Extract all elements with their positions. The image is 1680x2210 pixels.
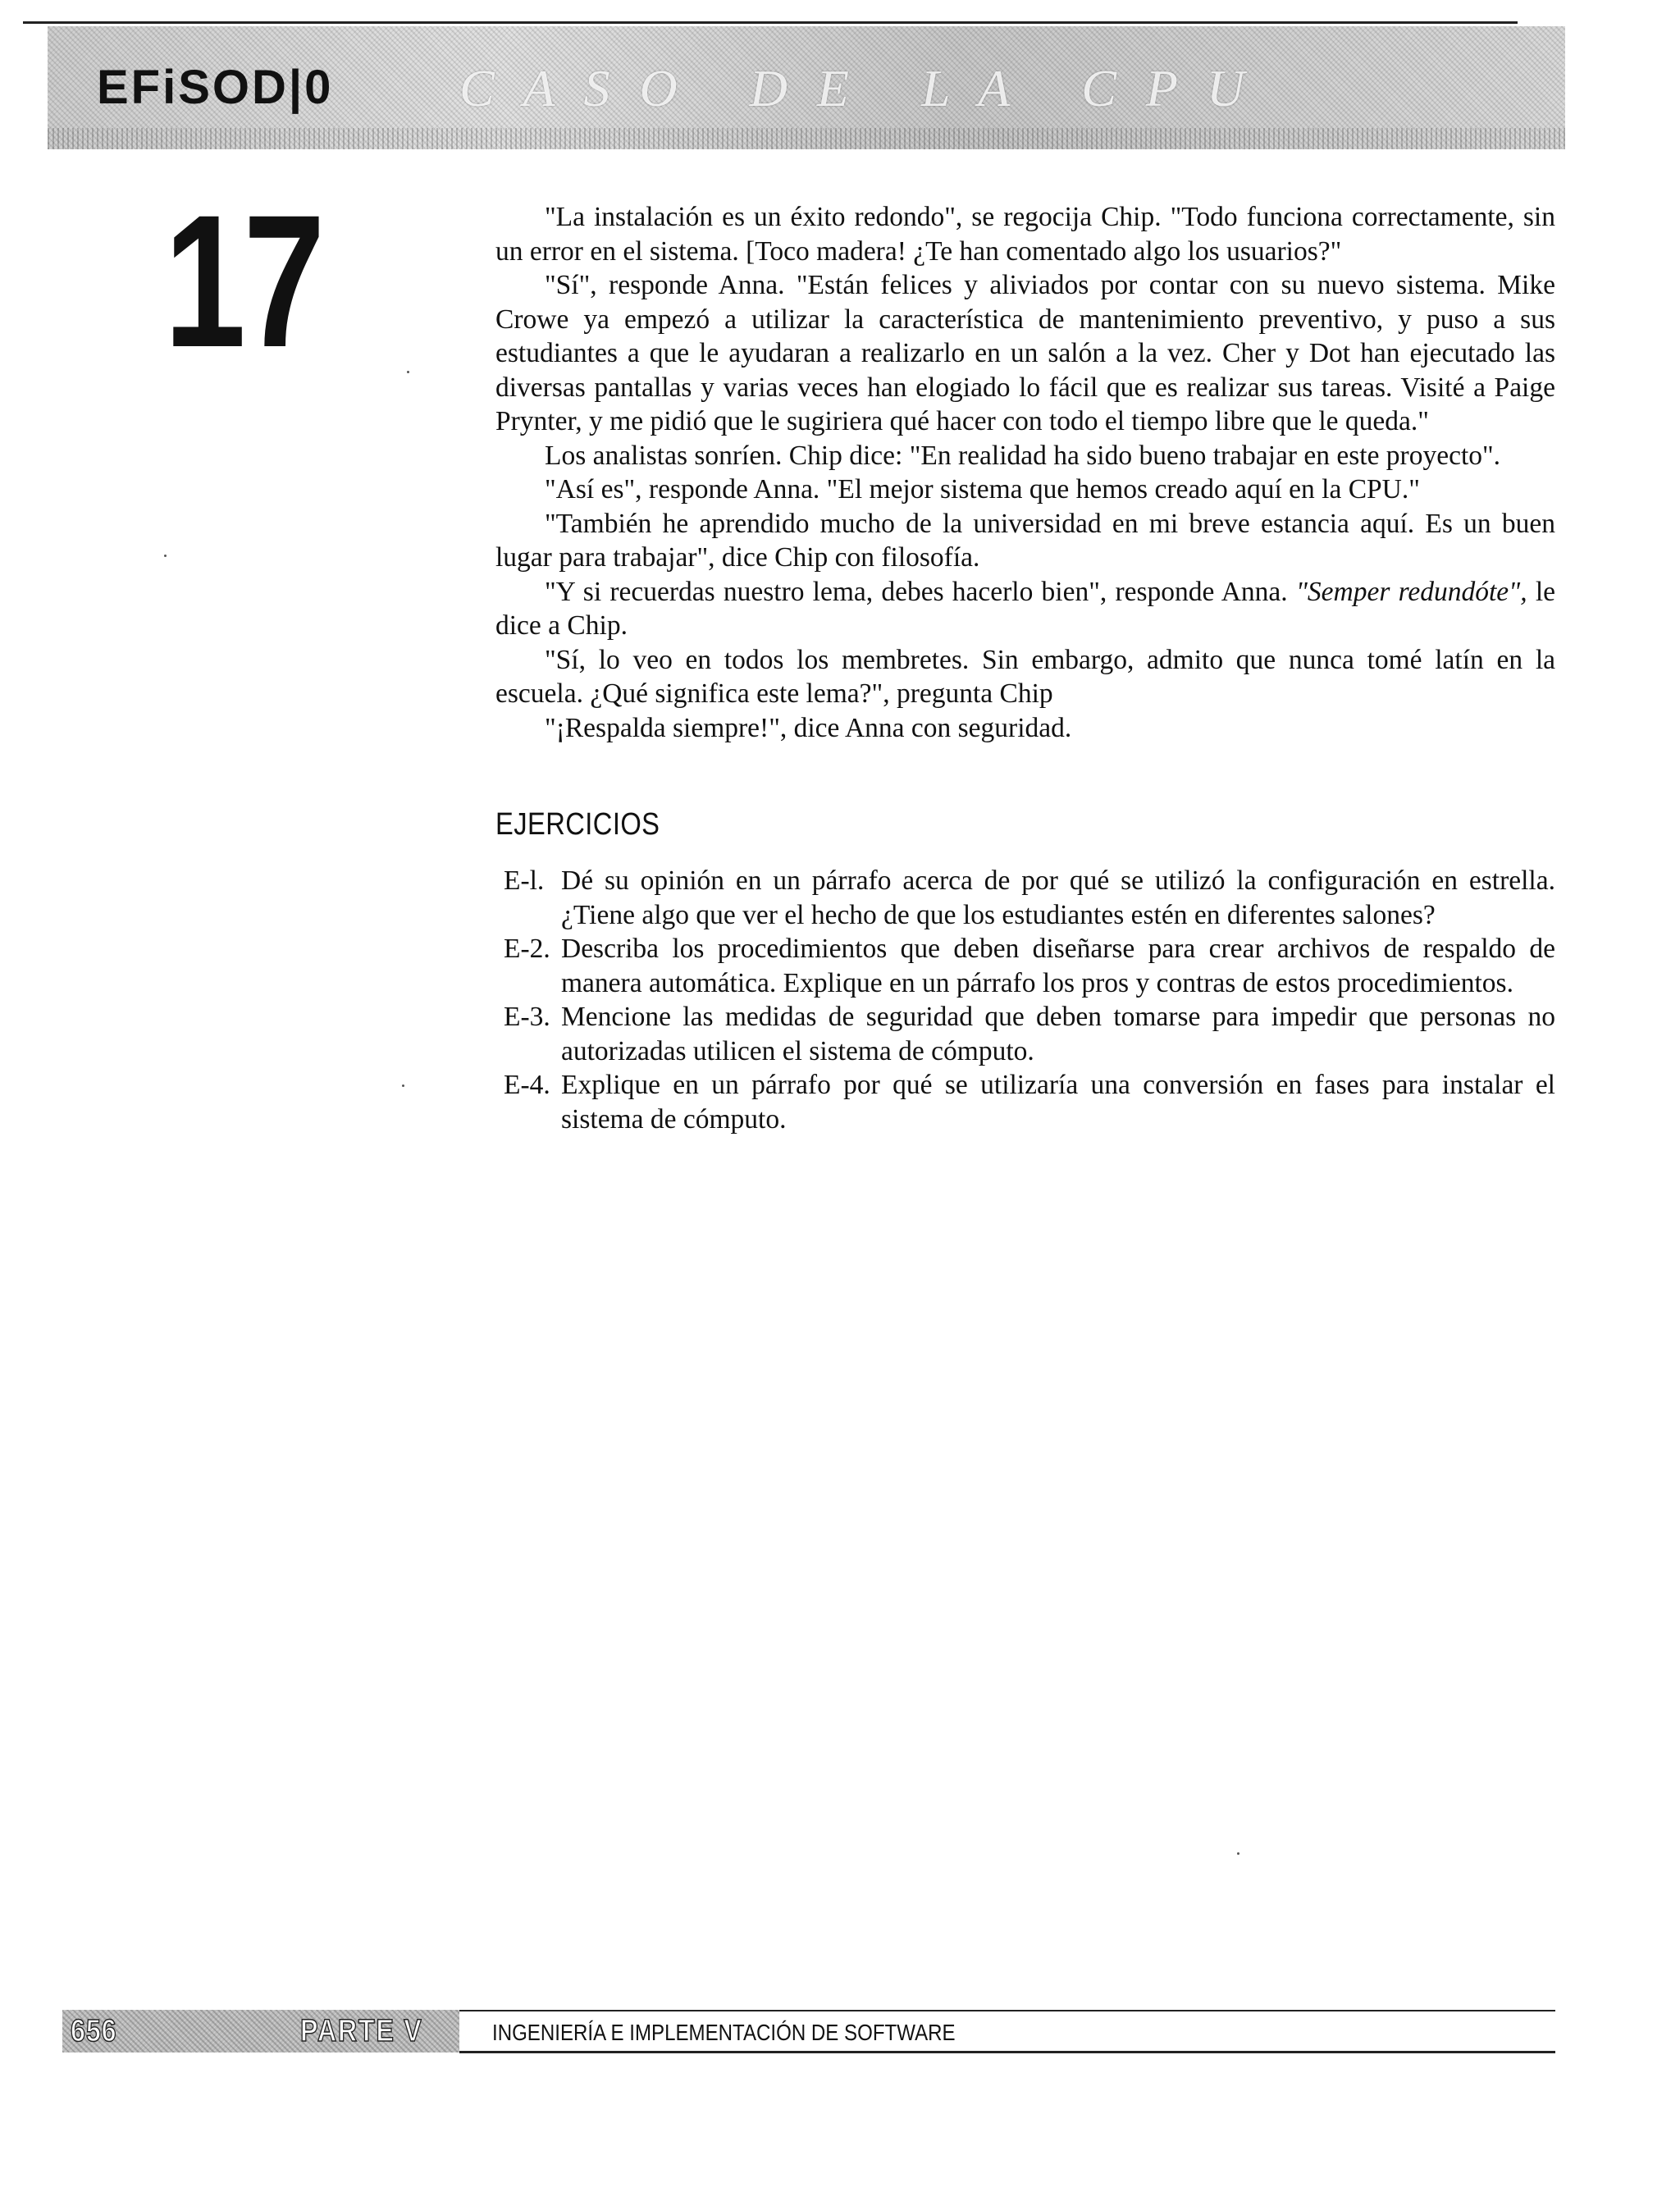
story-paragraph: "¡Respalda siempre!", dice Anna con seguridad.	[545, 712, 1072, 743]
exercise-item	[504, 864, 1555, 932]
header-right-rule	[1281, 21, 1501, 24]
exercise-list	[504, 864, 1555, 1136]
exercises-heading: EJERCICIOS	[495, 807, 660, 842]
exercise-text: Explique en un párrafo por qué se utilizaría una conversión en fases para instalar el sistema de cómputo.	[561, 1070, 1555, 1135]
exercise-item	[504, 932, 1555, 1000]
running-title: INGENIERÍA E IMPLEMENTACIÓN DE SOFTWARE	[492, 2020, 956, 2045]
exercise-number: E-4.	[504, 1070, 550, 1100]
story-text-run: le dice a Chip.	[495, 576, 1555, 641]
episode-ghost-title: C A S O D E L A C P U	[459, 59, 1253, 117]
chapter-number: 17	[164, 176, 323, 386]
footer-rule-top	[459, 2010, 1555, 2011]
story-text-run: "Y si recuerdas nuestro lema, debes hacerlo bien", responde Anna.	[545, 576, 1296, 607]
exercise-text: Mencione las medidas de seguridad que deben tomarse para impedir que personas no autorizadas utilicen el sistema de cómputo.	[561, 1002, 1555, 1066]
story-paragraph: "Así es", responde Anna. "El mejor sistema que hemos creado aquí en la CPU."	[545, 474, 1420, 505]
exercise-item	[504, 1068, 1555, 1136]
exercise-text: Dé su opinión en un párrafo acerca de por qué se utilizó la configuración en estrella. ¿Tiene algo que ver el hecho de que los estudiantes estén en diferentes salones?	[561, 865, 1555, 930]
scan-speck	[402, 1084, 404, 1087]
story-paragraph: "Sí, lo veo en todos los membretes. Sin embargo, admito que nunca tomé latín en la escuela. ¿Qué significa este lema?", pregunta Chip	[495, 644, 1555, 709]
motto-italic: "Semper redundóte",	[1295, 576, 1527, 607]
exercise-number: E-3.	[504, 1002, 550, 1032]
story-paragraph	[495, 575, 1555, 643]
story-paragraph: "También he aprendido mucho de la universidad en mi breve estancia aquí. Es un buen lugar para trabajar", dice Chip con filosofía.	[495, 508, 1555, 573]
scan-speck	[407, 371, 409, 373]
scan-speck	[1237, 1852, 1239, 1855]
story-paragraph: Los analistas sonríen. Chip dice: "En realidad ha sido bueno trabajar en este proyecto".	[545, 440, 1501, 471]
story-paragraph: "La instalación es un éxito redondo", se regocija Chip. "Todo funciona correctamente, sin un error en el sistema. [Toco madera! ¿Te han comentado algo los usuarios?"	[495, 202, 1555, 267]
story-text	[495, 200, 1555, 745]
episode-label: EFiSOD|0	[97, 61, 334, 114]
footer-rule-bottom	[459, 2051, 1555, 2053]
page-number: 656	[71, 2014, 117, 2048]
story-paragraph: "Sí", responde Anna. "Están felices y aliviados por contar con su nuevo sistema. Mike Crowe ya empezó a utilizar la característica de mantenimiento preventivo, y puso a sus estudiantes a que le ayudaran a realizarlo en un salón a la vez. Cher y Dot han ejecutado las diversas pantallas y varias veces han elogiado lo fácil que es realizar sus tareas. Visité a Paige Prynter, y me pidió que le sugiriera qué hacer con todo el tiempo libre que le queda."	[495, 270, 1555, 436]
exercise-number: E-2.	[504, 934, 550, 964]
part-label: PARTE V	[300, 2014, 423, 2048]
scan-speck	[164, 555, 167, 557]
exercise-item	[504, 1000, 1555, 1068]
exercise-number: E-l.	[504, 865, 545, 896]
exercise-text: Describa los procedimientos que deben diseñarse para crear archivos de respaldo de manera automática. Explique en un párrafo los pros y contras de estos procedimientos.	[561, 934, 1555, 998]
